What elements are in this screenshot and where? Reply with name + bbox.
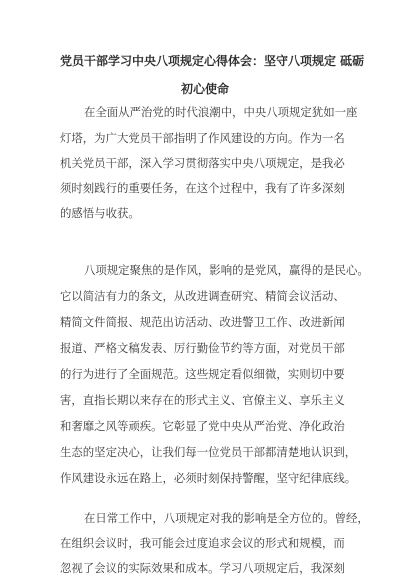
paragraph-1-line-1: 在全面从严治党的时代浪潮中，中央八项规定犹如一座 [84,105,358,119]
document-title-line-2: 初心使命 [180,82,229,96]
paragraph-2-line-6: 害，直指长期以来存在的形式主义、官僚主义、享乐主义 [60,393,345,407]
paragraph-2-line-2: 它以简洁有力的条文，从改进调查研究、精简会议活动、 [60,289,345,303]
paragraph-2-line-7: 和奢靡之风等顽疾。它彰显了党中央从严治党、净化政治 [60,419,345,433]
paragraph-3-line-1: 在日常工作中，八项规定对我的影响是全方位的。曾经， [84,511,369,525]
paragraph-3-line-2: 在组织会议时，我可能会过度追求会议的形式和规模，而 [60,536,345,550]
paragraph-2-line-1: 八项规定聚焦的是作风，影响的是党风，赢得的是民心。 [84,263,369,277]
paragraph-2-line-8: 生态的坚定决心，让我们每一位党员干部都清楚地认识到， [60,445,357,459]
paragraph-3-line-3: 忽视了会议的实际效果和成本。学习八项规定后，我深刻 [60,561,345,575]
paragraph-1-line-2: 灯塔，为广大党员干部指明了作风建设的方向。作为一名 [60,131,345,145]
paragraph-2-line-9: 作风建设永远在路上，必须时刻保持警醒，坚守纪律底线。 [60,471,357,485]
paragraph-1-line-3: 机关党员干部，深入学习贯彻落实中央八项规定，是我必 [60,156,345,170]
paragraph-1-line-4: 须时刻践行的重要任务，在这个过程中，我有了许多深刻 [60,181,345,195]
paragraph-1-line-5: 的感悟与收获。 [60,206,140,220]
document-title-line-1: 党员干部学习中央八项规定心得体会：坚守八项规定 砥砺 [60,54,365,68]
paragraph-2-line-4: 报道、严格文稿发表、厉行勤俭节约等方面，对党员干部 [60,341,345,355]
paragraph-2-line-3: 精简文件简报、规范出访活动、改进警卫工作、改进新闻 [60,315,345,329]
paragraph-2-line-5: 的行为进行了全面规范。这些规定看似细微，实则切中要 [60,367,345,381]
